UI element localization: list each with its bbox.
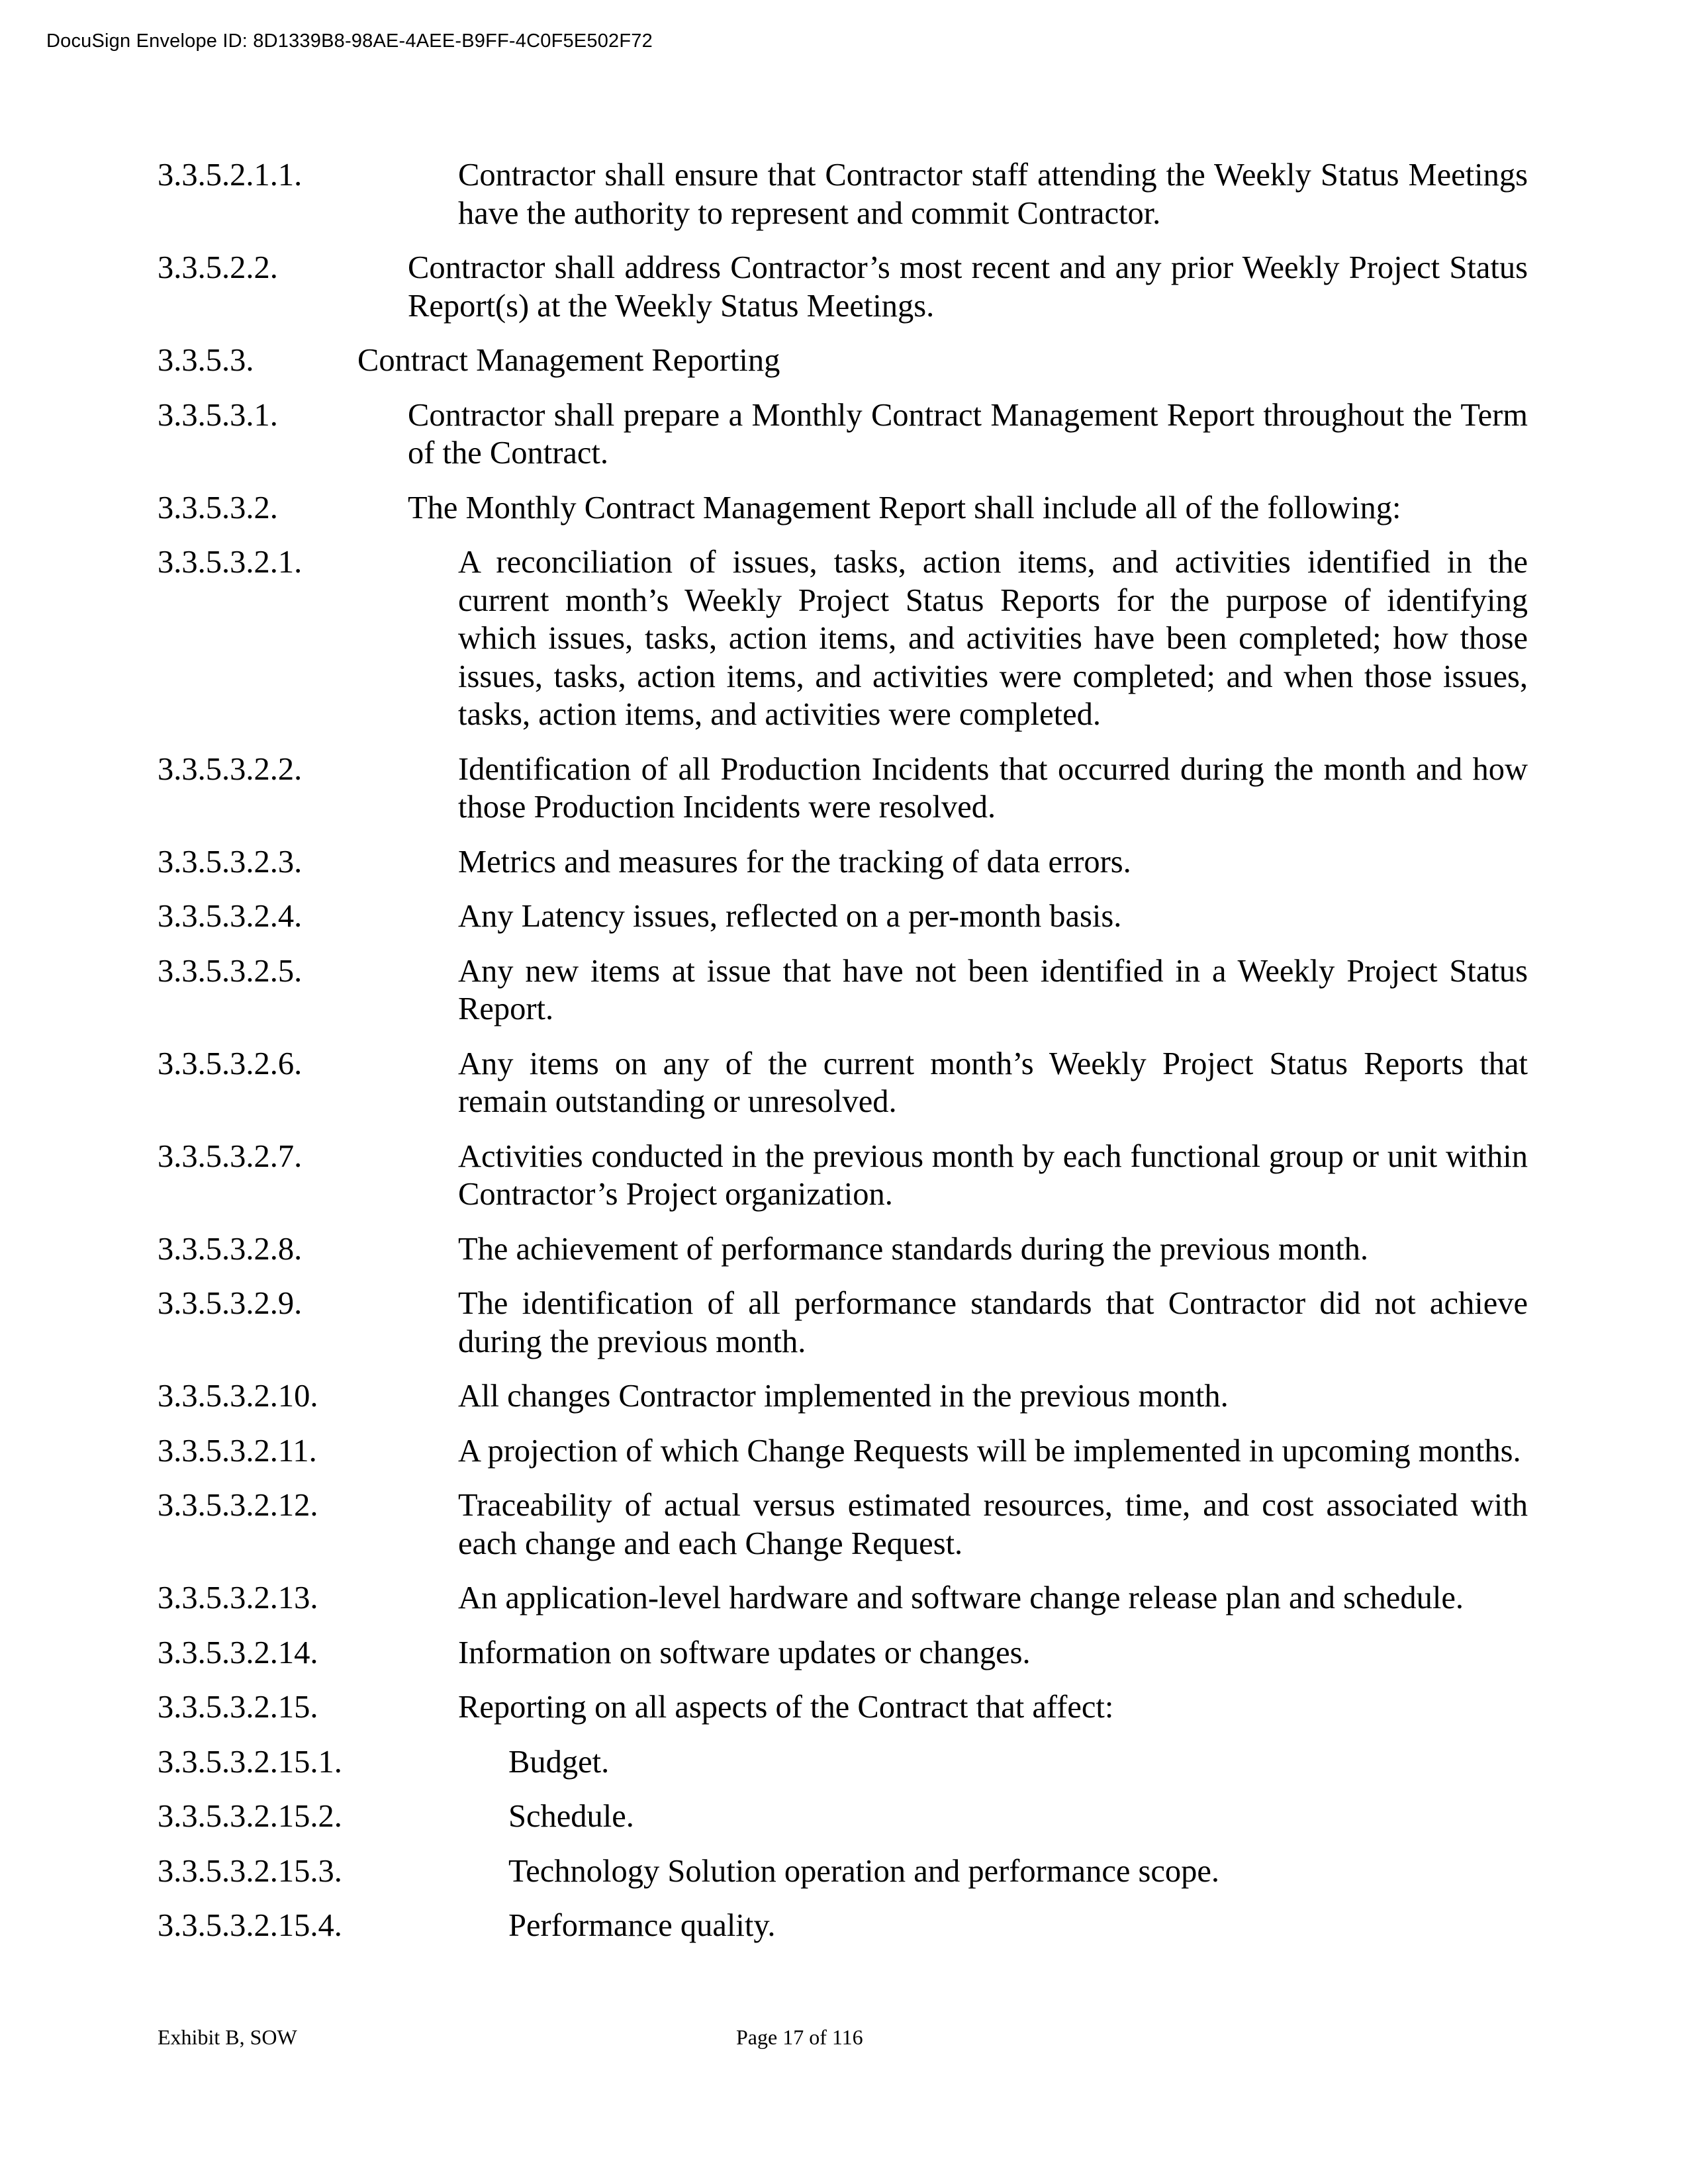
section-number: 3.3.5.3.2. (158, 490, 278, 525)
section-number: 3.3.5.3.2.8. (158, 1231, 303, 1267)
list-item (158, 249, 1528, 325)
list-item (158, 1797, 1528, 1836)
section-number: 3.3.5.2.2. (158, 250, 278, 285)
list-item (158, 1285, 1528, 1361)
section-text: Budget. (508, 1744, 610, 1780)
section-number: 3.3.5.3.2.10. (158, 1379, 318, 1414)
section-text: All changes Contractor implemented in the previous month. (458, 1379, 1229, 1414)
list-item (158, 1138, 1528, 1214)
section-text: The identification of all performance standards that Contractor did not achieve during the previous month. (458, 1286, 1528, 1359)
footer-page-number: Page 17 of 116 (736, 2025, 863, 2049)
section-number: 3.3.5.3.2.4. (158, 899, 303, 934)
section-text: Technology Solution operation and performance scope. (508, 1853, 1220, 1889)
section-number: 3.3.5.3.2.13. (158, 1580, 318, 1615)
section-text: Activities conducted in the previous month by each functional group or unit within Contractor’s Project organization. (458, 1138, 1528, 1212)
section-text: An application-level hardware and software change release plan and schedule. (458, 1580, 1464, 1615)
list-item (158, 156, 1528, 232)
section-title: Contract Management Reporting (357, 343, 780, 378)
list-item (158, 1486, 1528, 1563)
list-item (158, 751, 1528, 827)
list-item (158, 1045, 1528, 1121)
list-item (158, 1852, 1528, 1891)
section-text: Reporting on all aspects of the Contract that affect: (458, 1690, 1114, 1725)
docusign-envelope-id: DocuSign Envelope ID: 8D1339B8-98AE-4AEE-B9FF-4C0F5E502F72 (46, 30, 653, 52)
section-number: 3.3.5.3.2.6. (158, 1046, 303, 1081)
section-text: A reconciliation of issues, tasks, action items, and activities identified in the current month’s Weekly Project Status Reports for the purpose of identifying which issues, tasks, action items, and activities have been completed; how those issues, tasks, action items, and activities were completed; and when those issues, tasks, action items, and activities were completed. (458, 545, 1528, 732)
section-text: Contractor shall ensure that Contractor staff attending the Weekly Status Meetings have the authority to represent and commit Contractor. (458, 158, 1528, 231)
section-text: Any items on any of the current month’s Weekly Project Status Reports that remain outstanding or unresolved. (458, 1046, 1528, 1119)
list-item (158, 897, 1528, 936)
section-text: A projection of which Change Requests will be implemented in upcoming months. (458, 1433, 1521, 1469)
list-item (158, 489, 1528, 527)
section-number: 3.3.5.3.1. (158, 397, 278, 433)
list-item (158, 1230, 1528, 1269)
section-number: 3.3.5.3.2.15.1. (158, 1744, 342, 1780)
section-number: 3.3.5.3.2.14. (158, 1635, 318, 1670)
section-number: 3.3.5.3.2.3. (158, 844, 303, 880)
section-text: Information on software updates or changes. (458, 1635, 1031, 1670)
section-text: Schedule. (508, 1799, 634, 1834)
section-number: 3.3.5.2.1.1. (158, 158, 303, 193)
list-item (158, 1579, 1528, 1617)
section-heading (158, 341, 1528, 380)
footer-document-label: Exhibit B, SOW (158, 2025, 297, 2049)
section-number: 3.3.5.3.2.11. (158, 1433, 317, 1469)
section-number: 3.3.5.3.2.1. (158, 545, 303, 580)
section-text: The Monthly Contract Management Report shall include all of the following: (408, 490, 1401, 525)
document-body (158, 156, 1528, 1962)
list-item (158, 843, 1528, 882)
section-text: Traceability of actual versus estimated resources, time, and cost associated with each change and each Change Request. (458, 1488, 1528, 1561)
section-number: 3.3.5.3.2.7. (158, 1138, 303, 1174)
list-item (158, 1743, 1528, 1782)
section-text: The achievement of performance standards during the previous month. (458, 1231, 1369, 1267)
list-item (158, 396, 1528, 473)
section-text: Performance quality. (508, 1908, 776, 1943)
section-number: 3.3.5.3.2.12. (158, 1488, 318, 1523)
section-number: 3.3.5.3.2.15.4. (158, 1908, 342, 1943)
list-item (158, 952, 1528, 1028)
list-item (158, 1377, 1528, 1416)
list-item (158, 1432, 1528, 1471)
list-item (158, 1634, 1528, 1672)
section-text: Any Latency issues, reflected on a per-month basis. (458, 899, 1122, 934)
section-text: Any new items at issue that have not been identified in a Weekly Project Status Report. (458, 953, 1528, 1026)
section-text: Identification of all Production Incidents that occurred during the month and how those Production Incidents were resolved. (458, 751, 1528, 825)
section-number: 3.3.5.3.2.15. (158, 1690, 318, 1725)
section-number: 3.3.5.3.2.15.3. (158, 1853, 342, 1889)
section-number: 3.3.5.3.2.9. (158, 1286, 303, 1321)
section-text: Contractor shall address Contractor’s most recent and any prior Weekly Project Status Report(s) at the Weekly Status Meetings. (408, 250, 1528, 324)
section-number: 3.3.5.3.2.2. (158, 751, 303, 787)
section-text: Contractor shall prepare a Monthly Contract Management Report throughout the Term of the Contract. (408, 397, 1528, 471)
list-item (158, 1907, 1528, 1945)
list-item (158, 543, 1528, 734)
section-number: 3.3.5.3. (158, 343, 254, 378)
section-number: 3.3.5.3.2.5. (158, 953, 303, 989)
section-text: Metrics and measures for the tracking of data errors. (458, 844, 1131, 880)
list-item (158, 1688, 1528, 1727)
section-number: 3.3.5.3.2.15.2. (158, 1799, 342, 1834)
